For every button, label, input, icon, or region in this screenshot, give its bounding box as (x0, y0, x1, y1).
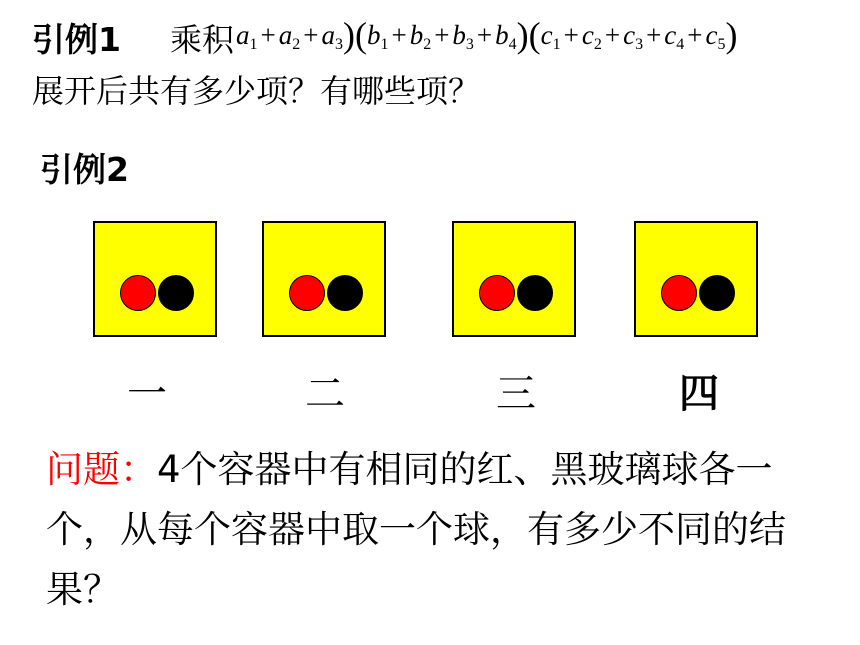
example1-prefix: 乘积 (170, 21, 235, 59)
black-ball (699, 275, 735, 311)
example1-heading: 引例1 (32, 20, 121, 59)
container-label-2: 二 (305, 371, 345, 417)
black-ball (517, 275, 553, 311)
problem-statement (46, 440, 846, 620)
red-ball (661, 275, 697, 311)
red-ball (120, 275, 156, 311)
black-ball (158, 275, 194, 311)
container-label-4: 四 (679, 370, 719, 417)
factor-b: $b_1 + b_2 + b_3 + b_4$ (366, 20, 517, 53)
problem-lead: 问题： (46, 448, 157, 491)
container-box-3 (452, 221, 576, 337)
example1-question: 展开后共有多少项？有哪些项？ (32, 72, 481, 110)
problem-text: 4个容器中有相同的红、黑玻璃球各一个，从每个容器中取一个球，有多少不同的结果？ (46, 448, 786, 611)
container-label-3: 三 (496, 371, 536, 417)
red-ball (479, 275, 515, 311)
black-ball (327, 275, 363, 311)
container-box-2 (262, 221, 386, 337)
red-ball (289, 275, 325, 311)
container-box-4 (634, 221, 758, 337)
container-box-1 (93, 221, 217, 337)
product-formula: $a_1 + a_2 + a_3)(b_1 + b_2 + b_3 + b_4)(c_1 + c_2 + c_3 + c_4 + c_5)$ (236, 15, 738, 55)
factor-c: $c_1 + c_2 + c_3 + c_4 + c_5$ (540, 20, 726, 53)
container-label-1: 一 (127, 371, 167, 417)
example2-heading: 引例2 (40, 150, 129, 189)
factor-a: $a_1 + a_2 + a_3$ (236, 20, 343, 53)
